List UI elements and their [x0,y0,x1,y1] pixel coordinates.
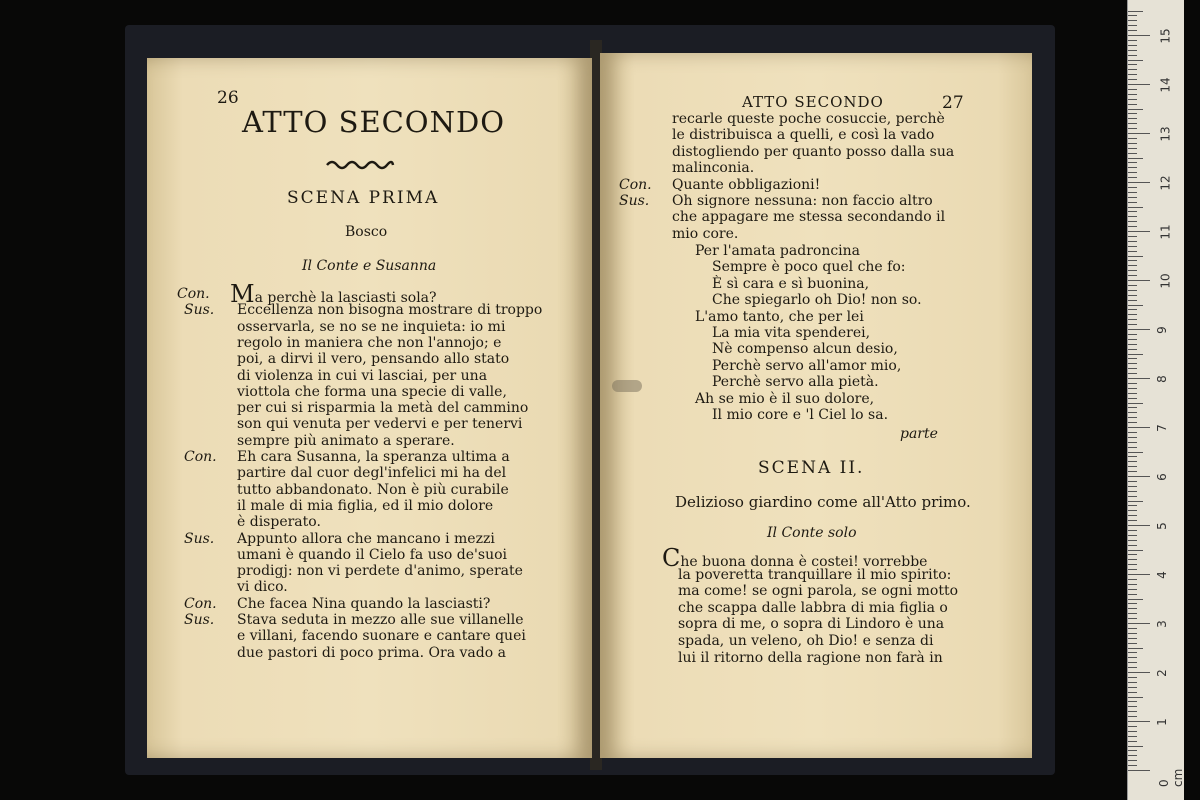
ruler-tick [1128,407,1137,408]
ruler-tick [1128,109,1143,110]
ruler-tick [1128,373,1137,374]
ruler-number: 5 [1154,522,1169,530]
text-line [695,309,864,326]
ruler-tick [1128,162,1137,163]
ruler-tick [1128,452,1143,453]
text-line [678,583,958,600]
ruler-tick [1128,45,1137,46]
ruler-tick [1128,545,1137,546]
ruler-number: 9 [1154,326,1169,334]
text-line [672,127,934,144]
ruler-tick [1128,285,1137,286]
ruler-tick [1128,319,1137,320]
text-line [712,325,870,342]
line-text: partire dal cuor degl'infelici mi ha del [237,465,507,482]
text-line [237,319,505,336]
line-text: che scappa dalle labbra di mia figlia o [678,599,948,616]
ruler-tick [1128,633,1137,634]
drop-cap: C [662,544,681,572]
measuring-ruler [1127,0,1184,800]
ruler-tick [1128,667,1137,668]
line-text: Stava seduta in mezzo alle sue villanelle [237,612,524,628]
ruler-tick [1128,363,1137,364]
ruler-tick [1128,711,1137,712]
text-line [237,335,501,352]
line-text: malinconia. [672,160,755,177]
ruler-tick [1128,510,1137,511]
text-line [672,111,945,128]
ruler-tick [1128,20,1137,21]
ruler-tick [1128,216,1137,217]
ruler-tick [1128,530,1137,531]
ruler-tick [1128,603,1137,604]
ruler-tick [1128,172,1137,173]
ruler-tick [1128,260,1137,261]
ruler-tick [1128,662,1137,663]
text-line [672,160,754,177]
ruler-tick [1128,550,1143,551]
ruler-number: 8 [1154,375,1169,383]
ruler-tick [1128,403,1143,404]
ruler-tick [1128,648,1143,649]
text-line [672,144,954,161]
line-text: di violenza in cui vi lasciai, per una [237,367,488,384]
line-text: Perchè servo alla pietà. [712,374,879,391]
ruler-tick [1128,657,1137,658]
ruler-tick [1128,726,1137,727]
ruler-tick [1128,559,1137,560]
ruler-tick [1128,437,1137,438]
ruler-tick [1128,554,1137,555]
line-text: Appunto allora che mancano i mezzi [237,530,495,547]
ruler-tick [1128,226,1137,227]
speaker-label: Con. [184,449,217,465]
text-line [672,226,738,243]
ruler-tick [1128,236,1137,237]
ruler-tick [1128,687,1137,688]
line-text: poi, a dirvi il vero, pensando allo stato [237,351,510,368]
text-line [678,633,933,650]
ruler-tick [1128,368,1137,369]
line-text: sempre più animato a sperare. [237,432,455,449]
ruler-tick [1128,584,1137,585]
ruler-tick [1128,378,1150,379]
ruler-tick [1128,55,1137,56]
ruler-tick [1128,721,1150,722]
ruler-tick [1128,118,1137,119]
ruler-tick [1128,354,1143,355]
ruler-tick [1128,456,1137,457]
ruler-tick [1128,202,1137,203]
line-text: il male di mia figlia, ed il mio dolore [237,497,494,514]
text-line [237,400,528,417]
ruler-tick [1128,11,1143,12]
ruler-tick [1128,589,1137,590]
ruler-tick [1128,613,1137,614]
stage-direction-exit: parte [900,426,938,442]
ruler-tick [1128,574,1150,575]
ruler-tick [1128,628,1137,629]
ruler-tick [1128,701,1137,702]
text-line [712,292,922,309]
ruler-number: 13 [1158,126,1173,142]
text-line [237,384,507,401]
line-text: prodigj: non vi perdete d'animo, sperate [237,563,523,580]
line-text: Quante obbligazioni! [672,176,821,193]
ruler-tick [1128,187,1137,188]
ruler-tick [1128,564,1137,565]
ruler-tick [1128,422,1137,423]
line-text: Nè compenso alcun desio, [712,341,898,358]
ruler-tick [1128,221,1137,222]
text-line [695,391,874,408]
ruler-number: 7 [1154,424,1169,432]
ruler-tick [1128,167,1137,168]
text-line [237,351,509,368]
drop-cap: M [230,280,255,308]
ruler-tick [1128,638,1137,639]
text-line [237,547,507,564]
line-text: la poveretta tranquillare il mio spirito: [678,566,952,583]
ruler-tick [1128,471,1137,472]
ruler-tick [1128,246,1137,247]
ruler-tick [1128,608,1137,609]
ruler-tick [1128,491,1137,492]
ruler-tick [1128,99,1137,100]
ruler-tick [1128,40,1137,41]
ruler-tick [1128,265,1137,266]
text-line [678,567,951,584]
text-line [237,628,526,645]
scene-setting-1: Bosco [345,224,388,240]
ruler-tick [1128,750,1137,751]
ruler-tick [1128,393,1137,394]
speaker-label: Con. [184,595,217,612]
ruler-tick [1128,358,1137,359]
ruler-tick [1128,300,1137,301]
line-text: Che spiegarlo oh Dio! non so. [712,292,922,309]
ruler-tick [1128,716,1137,717]
line-text: Perchè servo all'amor mio, [712,357,902,374]
ruler-tick [1128,197,1137,198]
ruler-tick [1128,128,1137,129]
ruler-tick [1128,765,1137,766]
ruler-tick [1128,309,1137,310]
ruler-tick [1128,344,1137,345]
ruler-number: 2 [1154,669,1169,677]
ruler-tick [1128,569,1137,570]
scene-setting-2: Delizioso giardino come all'Atto primo. [675,493,971,511]
speaker-label: Con. [619,176,652,193]
ruler-tick [1128,692,1137,693]
ruler-tick [1128,329,1150,330]
text-line [678,616,944,633]
scene-characters-2: Il Conte solo [767,525,857,541]
text-line [712,341,898,358]
line-text: Che facea Nina quando la lasciasti? [237,595,491,612]
ruler-tick [1128,207,1143,208]
ruler-tick [1128,461,1137,462]
line-text: Sempre è poco quel che fo: [712,259,906,276]
ruler-number: 11 [1158,224,1173,240]
text-line [712,358,901,375]
ruler-tick [1128,251,1137,252]
line-text: È sì cara e sì buonina, [712,275,870,292]
text-line [237,645,506,662]
line-text: per cui si risparmia la metà del cammino [237,400,529,417]
ruler-tick [1128,50,1137,51]
ruler-number: 6 [1154,473,1169,481]
line-text: mio core. [672,225,739,242]
text-line [184,595,491,613]
ruler-tick [1128,652,1137,653]
line-text: sopra di me, o sopra di Lindoro è una [678,616,945,633]
ruler-tick [1128,324,1137,325]
text-line [712,374,879,391]
ruler-tick [1128,35,1150,36]
line-text: spada, un veleno, oh Dio! e senza di [678,633,934,649]
ruler-tick [1128,30,1137,31]
ruler-tick [1128,270,1137,271]
ruler-tick [1128,770,1150,771]
line-text: Eh cara Susanna, la speranza ultima a [237,449,510,465]
ruler-tick [1128,177,1137,178]
text-line [695,243,860,260]
line-text: he buona donna è costei! vorrebbe [680,554,928,570]
ruler-tick [1128,466,1137,467]
line-text: Eccellenza non bisogna mostrare di troppo [237,302,543,319]
ruler-tick [1128,64,1137,65]
ruler-tick [1128,25,1137,26]
speaker-label: Sus. [619,193,650,209]
line-text: vi dico. [237,579,288,596]
ruler-tick [1128,339,1137,340]
scene-title-1: SCENA PRIMA [287,188,440,208]
ruler-tick [1128,15,1137,16]
line-text: Per l'amata padroncina [695,243,861,259]
ruler-tick [1128,104,1137,105]
line-text: e villani, facendo suonare e cantare quei [237,628,526,645]
line-text: L'amo tanto, che per lei [695,308,864,325]
ruler-tick [1128,618,1137,619]
line-text: Il mio core e 'l Ciel lo sa. [712,407,889,423]
ruler-tick [1128,540,1137,541]
ruler-tick [1128,84,1150,85]
ruler-tick [1128,515,1137,516]
ruler-tick [1128,241,1137,242]
line-text: due pastori di poco prima. Ora vado a [237,644,506,661]
ruler-tick [1128,383,1137,384]
ruler-tick [1128,74,1137,75]
ruler-tick [1128,486,1137,487]
ruler-tick [1128,481,1137,482]
ruler-tick [1128,697,1143,698]
ruler-tick [1128,314,1137,315]
scene-characters-1: Il Conte e Susanna [302,258,437,274]
line-text: che appagare me stessa secondando il [672,209,946,226]
line-text: Oh signore nessuna: non faccio altro [672,193,933,209]
line-text: viottola che forma una specie di valle, [237,383,507,400]
ruler-number: 4 [1154,571,1169,579]
ruler-tick [1128,677,1137,678]
line-text: a perchè la lasciasti sola? [254,290,437,306]
ruler-tick [1128,398,1137,399]
speaker-label: Sus. [184,612,215,628]
text-line [237,433,455,450]
ruler-tick [1128,594,1137,595]
text-line [672,209,945,226]
ruler-number: 10 [1158,273,1173,289]
running-head: ATTO SECONDO [742,93,884,111]
text-line [237,416,522,433]
ruler-tick [1128,305,1143,306]
line-text: lui il ritorno della ragione non farà in [678,649,943,666]
text-line [237,482,509,499]
ruler-tick [1128,60,1143,61]
ruler-tick [1128,275,1137,276]
ruler-tick [1128,432,1137,433]
scene-title-2: SCENA II. [758,458,865,478]
ruler-tick [1128,280,1150,281]
ruler-tick [1128,731,1137,732]
speaker-label: Con. [177,286,210,302]
line-text: umani è quando il Cielo fa uso de'suoi [237,546,507,563]
line-text: recarle queste poche cosuccie, perchè [672,111,945,127]
text-line [184,302,543,319]
line-text: è disperato. [237,514,321,531]
text-line [712,407,888,424]
ruler-tick [1128,412,1137,413]
line-text: le distribuisca a quelli, e così la vado [672,127,935,144]
ruler-tick [1128,501,1143,502]
ruler-tick [1128,643,1137,644]
text-line [619,193,933,210]
ruler-tick [1128,69,1137,70]
text-line [619,176,821,194]
ruler-tick [1128,138,1137,139]
ruler-tick [1128,447,1137,448]
ruler-tick [1128,94,1137,95]
ruler-tick [1128,79,1137,80]
ruler-tick [1128,741,1137,742]
speaker-label: Sus. [184,530,215,547]
ruler-tick [1128,736,1137,737]
ruler-tick [1128,123,1137,124]
page-number-left: 26 [217,88,239,108]
ruler-number: 14 [1158,77,1173,93]
ruler-tick [1128,525,1150,526]
text-line [184,530,495,548]
line-text: tutto abbandonato. Non è più curabile [237,481,509,498]
ornament-icon [325,158,395,172]
ruler-number: 15 [1158,28,1173,44]
text-line [184,449,510,466]
ink-stain [612,380,642,392]
text-line [237,579,288,596]
text-line [237,368,487,385]
ruler-tick [1128,505,1137,506]
ruler-tick [1128,148,1137,149]
ruler-tick [1128,520,1137,521]
text-line [678,600,948,617]
line-text: regolo in maniera che non l'annojo; e [237,334,502,351]
ruler-tick [1128,89,1137,90]
text-line [712,259,906,276]
line-text: Ah se mio è il suo dolore, [695,390,875,407]
ruler-tick [1128,290,1137,291]
text-line [237,514,321,531]
ruler-tick [1128,192,1137,193]
ruler-number: 3 [1154,620,1169,628]
ruler-tick [1128,153,1137,154]
ruler-tick [1128,143,1137,144]
right-page [600,53,1032,758]
ruler-tick [1128,442,1137,443]
ruler-tick [1128,417,1137,418]
line-text: La mia vita spenderei, [712,325,871,341]
ruler-tick [1128,672,1150,673]
ruler-number: 12 [1158,175,1173,191]
line-text: son qui venuta per vedervi e per tenervi [237,416,523,433]
ruler-tick [1128,182,1150,183]
ruler-tick [1128,535,1137,536]
ruler-tick [1128,295,1137,296]
ruler-tick [1128,334,1137,335]
ruler-tick [1128,133,1150,134]
text-line [237,563,523,580]
ruler-tick [1128,579,1137,580]
ruler-tick [1128,682,1137,683]
ruler-tick [1128,388,1137,389]
ruler-unit-label: 0 cm [1157,768,1185,787]
ruler-tick [1128,746,1143,747]
ruler-tick [1128,599,1143,600]
ruler-tick [1128,760,1137,761]
ruler-number: 1 [1154,718,1169,726]
ruler-tick [1128,349,1137,350]
speaker-label: Sus. [184,302,215,319]
ruler-tick [1128,706,1137,707]
ruler-tick [1128,496,1137,497]
text-line [237,498,493,515]
text-line [184,612,524,629]
ruler-tick [1128,231,1150,232]
text-line [712,276,869,293]
text-line [237,465,506,482]
page-number-right: 27 [942,93,964,113]
act-title: ATTO SECONDO [242,105,505,139]
ruler-tick [1128,755,1137,756]
line-text: ma come! se ogni parola, se ogni motto [678,583,959,600]
text-line [678,650,943,667]
ruler-tick [1128,113,1137,114]
ruler-tick [1128,256,1143,257]
left-page [147,58,592,758]
line-text: osservarla, se no se ne inquieta: io mi [237,318,506,335]
ruler-tick [1128,427,1150,428]
ruler-tick [1128,158,1143,159]
line-text: distogliendo per quanto posso dalla sua [672,143,955,160]
ruler-tick [1128,623,1150,624]
ruler-tick [1128,211,1137,212]
ruler-tick [1128,476,1150,477]
